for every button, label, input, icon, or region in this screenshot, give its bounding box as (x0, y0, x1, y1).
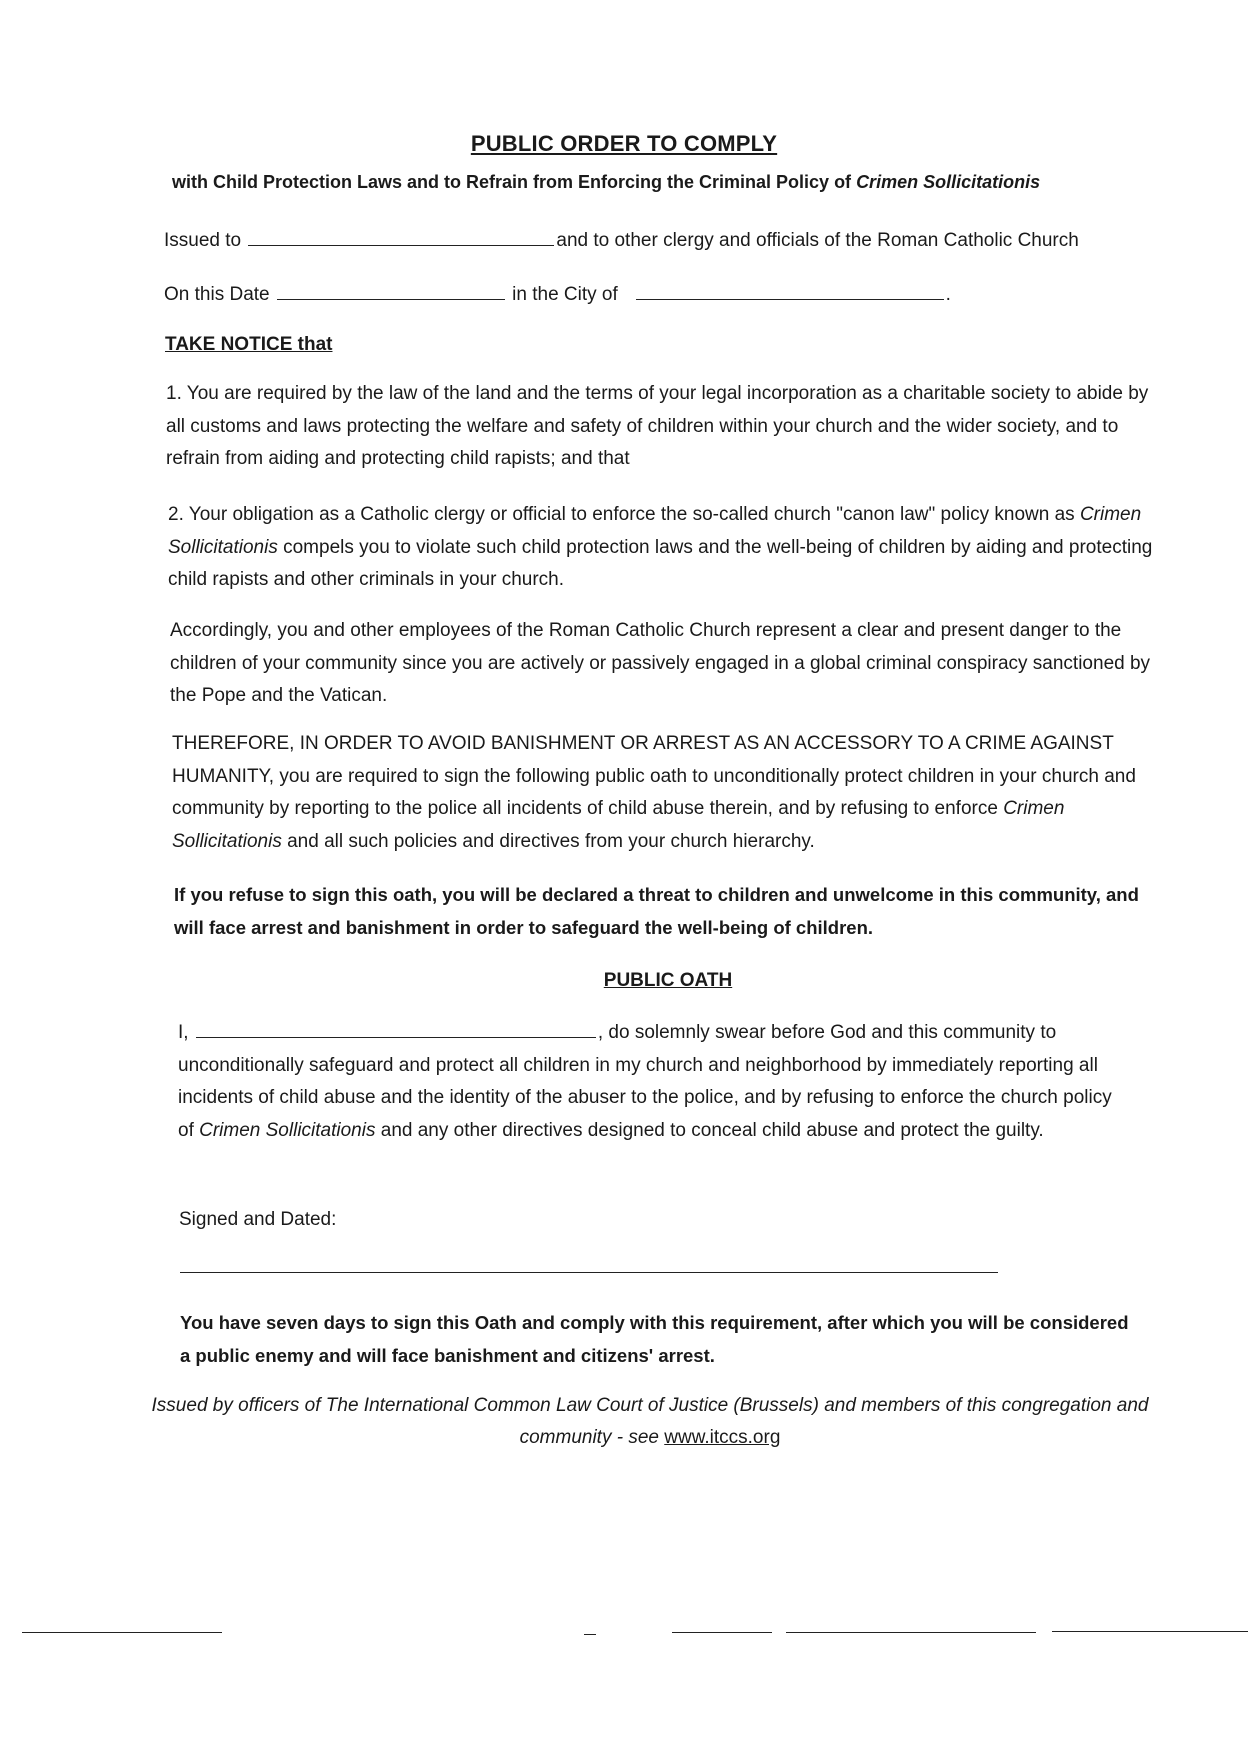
subtitle-text: with Child Protection Laws and to Refrain from Enforcing the Criminal Policy of (172, 172, 857, 192)
paragraph-4-italic: Crimen Sollicitationis (172, 798, 1065, 852)
scan-artifact-line (584, 1634, 596, 1635)
issued-to-label: Issued to (164, 230, 242, 251)
date-row-end: . (945, 284, 951, 305)
subtitle-italic: Crimen Sollicitationis (856, 172, 1041, 192)
issuer-footer (150, 1390, 1150, 1454)
oath-title: PUBLIC OATH (603, 970, 733, 991)
city-blank[interactable] (636, 281, 944, 300)
scan-artifact-line (22, 1632, 222, 1633)
take-notice-heading: TAKE NOTICE that (165, 334, 333, 355)
date-label: On this Date (164, 284, 270, 305)
oath-text-b: and any other directives designed to conceal child abuse and protect the guilty. (375, 1119, 1044, 1141)
paragraph-2-b: compels you to violate such child protection laws and the well-being of children by aiding and protecting child rapists and other criminals in your church. (168, 536, 1153, 590)
oath-name-blank[interactable] (196, 1019, 596, 1038)
oath-text-a: , do solemnly swear before God and this community to unconditionally safeguard and protect all children in my church and neighborhood by immediately reporting all incidents of child abuse and the identity of the abuser to the police, and by refusing to enforce the church policy of (178, 1022, 1112, 1141)
city-label: in the City of (512, 284, 618, 305)
deadline-notice: You have seven days to sign this Oath and comply with this requirement, after which you will be considered a public enemy and will face banishment and citizens' arrest. (180, 1312, 1129, 1366)
oath-start: I, (178, 1022, 189, 1043)
issued-to-suffix: and to other clergy and officials of the Roman Catholic Church (556, 230, 1079, 251)
document-subtitle (172, 172, 1152, 193)
paragraph-1: 1. You are required by the law of the land and the terms of your legal incorporation as a charitable society to abide by all customs and laws protecting the welfare and safety of children within your church and the wider society, and to refrain from aiding and protecting child rapists; and that (166, 383, 1149, 469)
paragraph-2-italic: Crimen Sollicitationis (168, 504, 1142, 558)
document-title: PUBLIC ORDER TO COMPLY (470, 131, 778, 156)
footer-text: Issued by officers of The International Common Law Court of Justice (Brussels) and members of this congregation and community - see (151, 1395, 1149, 1448)
paragraph-2 (168, 499, 1158, 597)
paragraph-3: Accordingly, you and other employees of the Roman Catholic Church represent a clear and present danger to the children of your community since you are actively or passively engaged in a global criminal conspiracy sanctioned by the Pope and the Vatican. (170, 620, 1151, 706)
oath-paragraph (178, 1017, 1118, 1147)
issued-to-blank[interactable] (248, 227, 554, 246)
oath-italic: Crimen Sollicitationis (199, 1119, 376, 1141)
scan-artifact-line (1052, 1631, 1248, 1632)
date-row (164, 281, 951, 306)
signed-dated-label: Signed and Dated: (179, 1209, 337, 1230)
signature-line[interactable] (180, 1272, 998, 1273)
refusal-warning: If you refuse to sign this oath, you will be declared a threat to children and unwelcome in this community, and will face arrest and banishment in order to safeguard the well-being of children. (174, 884, 1139, 938)
paragraph-4-a: THEREFORE, IN ORDER TO AVOID BANISHMENT OR ARREST AS AN ACCESSORY TO A CRIME AGAINST HUMANITY, you are required to sign the following public oath to unconditionally protect children in your church and community by reporting to the police all incidents of child abuse therein, and by refusing to enforce (172, 733, 1136, 819)
paragraph-4 (172, 728, 1172, 858)
scan-artifact-line (786, 1632, 1036, 1633)
paragraph-4-b: and all such policies and directives from your church hierarchy. (281, 830, 815, 852)
footer-link[interactable]: www.itccs.org (664, 1427, 781, 1448)
date-blank[interactable] (277, 281, 505, 300)
scan-artifact-line (672, 1632, 772, 1633)
paragraph-2-a: 2. Your obligation as a Catholic clergy or official to enforce the so-called church "canon law" policy known as (168, 504, 1080, 525)
issued-to-row (164, 227, 1079, 252)
